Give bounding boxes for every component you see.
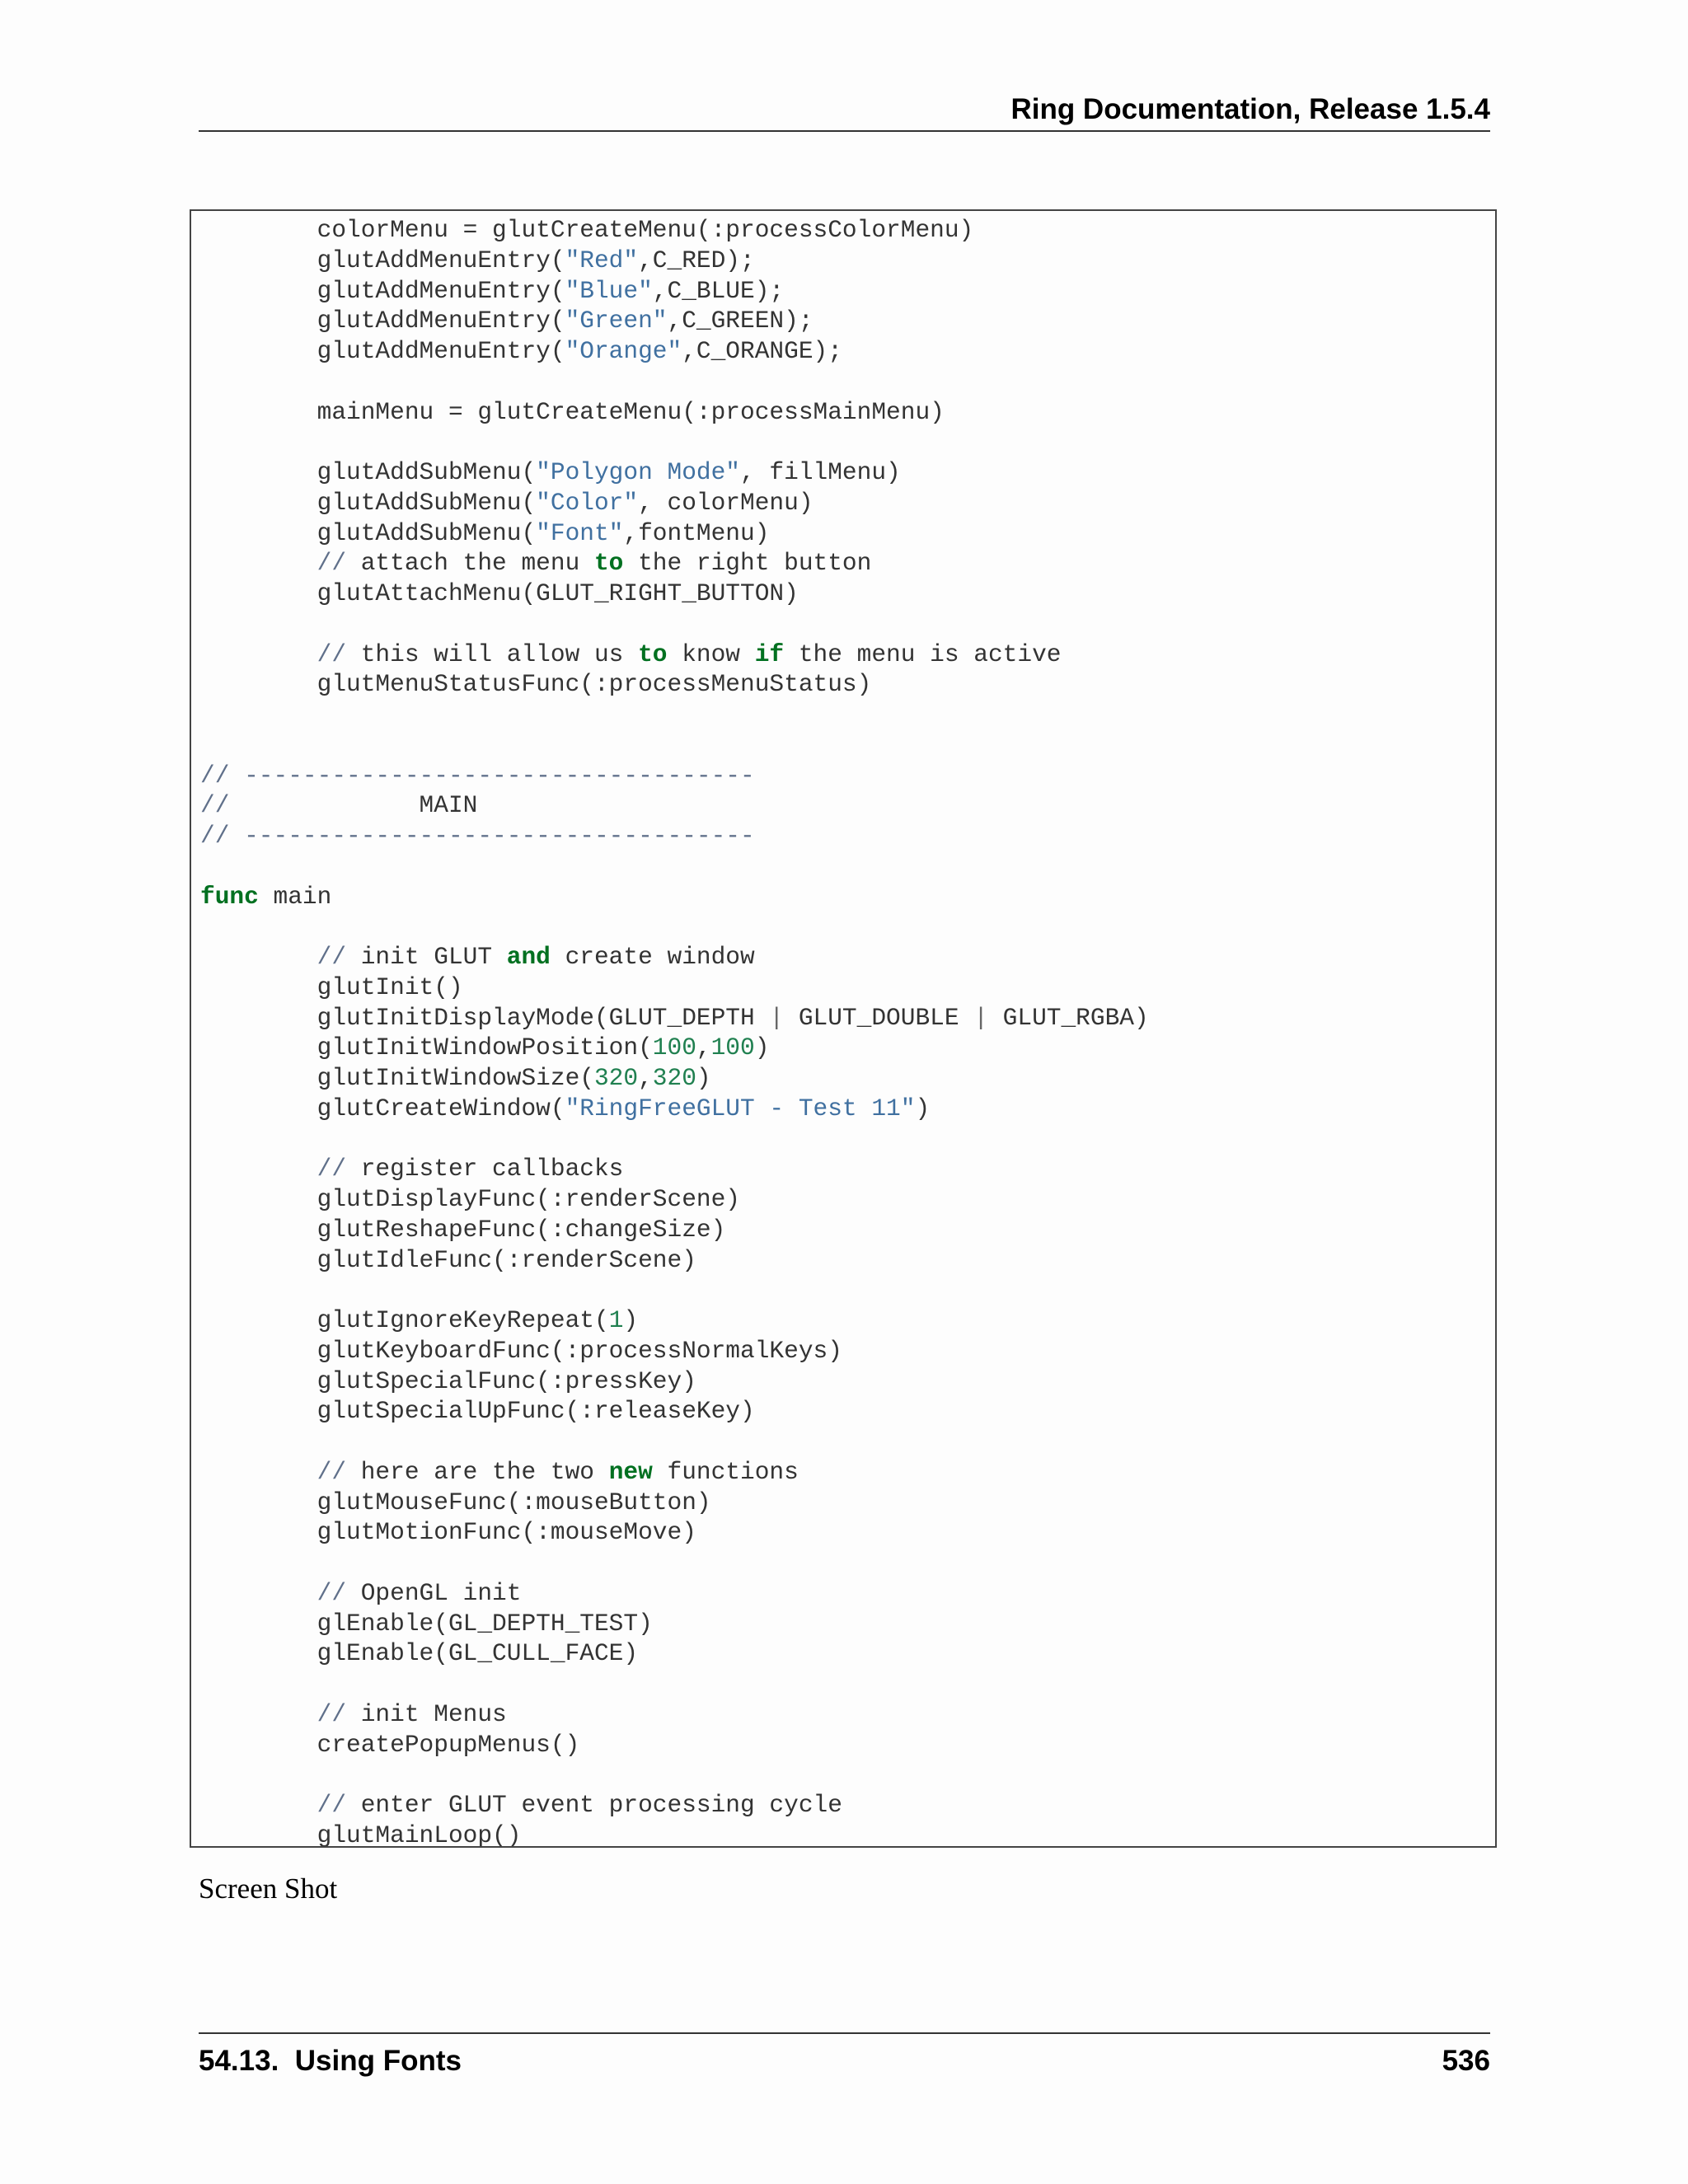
code-text: glutSpecialFunc(:pressKey) bbox=[200, 1366, 696, 1395]
code-text: enter GLUT event processing cycle bbox=[346, 1791, 842, 1819]
code-text: glutMouseFunc(:mouseButton) bbox=[200, 1488, 711, 1516]
code-comment: // bbox=[316, 1155, 347, 1183]
code-text: ,fontMenu) bbox=[623, 518, 770, 547]
document-title: Ring Documentation, Release 1.5.4 bbox=[1010, 93, 1490, 125]
code-number: 320 bbox=[593, 1064, 639, 1092]
code-text: glutMenuStatusFunc(:processMenuStatus) bbox=[200, 670, 872, 699]
code-text: glutAddMenuEntry( bbox=[200, 337, 565, 365]
code-text: ,C_GREEN); bbox=[667, 307, 814, 335]
code-comment: // bbox=[316, 1457, 347, 1486]
code-comment: // bbox=[316, 1578, 347, 1607]
code-text: glutAttachMenu(GLUT_RIGHT_BUTTON) bbox=[200, 579, 799, 607]
code-line bbox=[200, 1609, 1149, 1639]
code-line bbox=[200, 882, 1149, 912]
page-footer bbox=[199, 2032, 1490, 2083]
code-line bbox=[200, 336, 1149, 367]
code-line bbox=[200, 548, 1149, 579]
code-listing bbox=[200, 215, 1149, 1848]
code-keyword: to bbox=[593, 549, 624, 578]
code-line bbox=[200, 700, 1149, 730]
code-text bbox=[200, 1579, 317, 1607]
code-block bbox=[190, 209, 1497, 1848]
code-text: this will allow us bbox=[346, 640, 639, 668]
code-line bbox=[200, 851, 1149, 882]
code-text: glutKeyboardFunc(:processNormalKeys) bbox=[200, 1336, 842, 1365]
code-line bbox=[200, 1517, 1149, 1548]
code-text: ) bbox=[754, 1033, 770, 1062]
code-text: glEnable(GL_DEPTH_TEST) bbox=[200, 1609, 653, 1638]
code-line bbox=[200, 1336, 1149, 1366]
code-text: the menu is active bbox=[784, 640, 1062, 668]
code-text: GLUT_DOUBLE bbox=[784, 1003, 974, 1032]
code-line bbox=[200, 1396, 1149, 1427]
code-number: 320 bbox=[652, 1064, 696, 1092]
code-text: glEnable(GL_CULL_FACE) bbox=[200, 1639, 639, 1668]
code-line bbox=[200, 427, 1149, 457]
code-text bbox=[200, 549, 317, 577]
code-text: , colorMenu) bbox=[638, 488, 814, 517]
code-comment: // ----------------------------------- bbox=[200, 822, 755, 850]
code-text: glutMainLoop() bbox=[200, 1821, 522, 1848]
code-line bbox=[200, 1730, 1149, 1760]
code-keyword: if bbox=[754, 640, 785, 668]
code-text: , bbox=[638, 1064, 653, 1092]
code-text: create window bbox=[550, 943, 755, 971]
code-line bbox=[200, 821, 1149, 851]
code-line bbox=[200, 609, 1149, 640]
code-comment: // ----------------------------------- bbox=[200, 761, 755, 790]
code-string: "Red" bbox=[565, 246, 639, 274]
code-comment: // bbox=[316, 549, 347, 578]
code-text bbox=[200, 1155, 317, 1183]
code-text: OpenGL init bbox=[346, 1578, 522, 1607]
code-text: glutDisplayFunc(:renderScene) bbox=[200, 1185, 741, 1213]
code-text: functions bbox=[652, 1457, 799, 1486]
code-text: , bbox=[696, 1033, 711, 1062]
code-text: glutInitDisplayMode(GLUT_DEPTH bbox=[200, 1003, 770, 1032]
code-text: glutMotionFunc(:mouseMove) bbox=[200, 1518, 696, 1547]
code-text: glutAddMenuEntry( bbox=[200, 307, 565, 335]
code-line bbox=[200, 1548, 1149, 1578]
code-line bbox=[200, 942, 1149, 972]
code-text: glutInitWindowPosition( bbox=[200, 1033, 653, 1062]
code-line bbox=[200, 1154, 1149, 1184]
code-text: glutReshapeFunc(:changeSize) bbox=[200, 1215, 726, 1244]
code-text: glutAddSubMenu( bbox=[200, 488, 537, 517]
code-string: "RingFreeGLUT - Test 11" bbox=[565, 1094, 916, 1122]
code-line bbox=[200, 1457, 1149, 1488]
code-line bbox=[200, 215, 1149, 246]
code-text: glutIgnoreKeyRepeat( bbox=[200, 1306, 609, 1334]
code-line bbox=[200, 306, 1149, 336]
page-header bbox=[199, 89, 1490, 132]
code-text: colorMenu = glutCreateMenu(:processColorMenu) bbox=[200, 216, 974, 244]
code-text: glutAddMenuEntry( bbox=[200, 276, 565, 305]
code-line bbox=[200, 488, 1149, 518]
code-keyword: new bbox=[608, 1457, 653, 1486]
code-line bbox=[200, 518, 1149, 549]
code-number: 100 bbox=[652, 1033, 696, 1062]
code-text: init GLUT bbox=[346, 943, 507, 971]
code-comment: // bbox=[316, 1791, 347, 1819]
code-number: 100 bbox=[710, 1033, 755, 1062]
code-line bbox=[200, 1366, 1149, 1397]
code-line bbox=[200, 1638, 1149, 1669]
code-line bbox=[200, 1184, 1149, 1215]
code-line bbox=[200, 790, 1149, 821]
code-text: glutSpecialUpFunc(:releaseKey) bbox=[200, 1397, 755, 1426]
code-number: 1 bbox=[608, 1306, 624, 1334]
code-line bbox=[200, 1488, 1149, 1518]
code-text: glutIdleFunc(:renderScene) bbox=[200, 1245, 696, 1274]
code-text: register callbacks bbox=[346, 1155, 624, 1183]
code-keyword: and bbox=[506, 943, 551, 971]
code-text bbox=[200, 1791, 317, 1819]
code-operator: | bbox=[769, 1003, 785, 1032]
code-text: ,C_BLUE); bbox=[652, 276, 785, 305]
code-line bbox=[200, 457, 1149, 488]
code-text: ) bbox=[915, 1094, 931, 1122]
code-text: MAIN bbox=[229, 791, 478, 820]
code-text: glutCreateWindow( bbox=[200, 1094, 565, 1122]
code-line bbox=[200, 1063, 1149, 1094]
code-text: ) bbox=[623, 1306, 639, 1334]
code-line bbox=[200, 367, 1149, 397]
code-line bbox=[200, 579, 1149, 609]
code-text: init Menus bbox=[346, 1699, 507, 1728]
section-title: 54.13. Using Fonts bbox=[199, 2045, 462, 2077]
code-line bbox=[200, 1790, 1149, 1821]
code-text bbox=[200, 1458, 317, 1486]
code-text: ) bbox=[696, 1064, 711, 1092]
code-text: createPopupMenus() bbox=[200, 1730, 580, 1759]
code-text bbox=[200, 943, 317, 971]
code-comment: // bbox=[200, 791, 230, 820]
code-comment: // bbox=[316, 943, 347, 971]
code-line bbox=[200, 669, 1149, 700]
code-operator: | bbox=[973, 1003, 988, 1032]
page-number: 536 bbox=[1442, 2045, 1490, 2077]
code-string: "Font" bbox=[536, 518, 624, 547]
code-string: "Polygon Mode" bbox=[536, 458, 741, 486]
code-comment: // bbox=[316, 640, 347, 668]
code-line bbox=[200, 1427, 1149, 1457]
code-text: glutInitWindowSize( bbox=[200, 1064, 594, 1092]
code-line bbox=[200, 1033, 1149, 1063]
code-text: glutInit() bbox=[200, 972, 463, 1001]
code-string: "Orange" bbox=[565, 337, 682, 365]
code-text: glutAddSubMenu( bbox=[200, 458, 537, 486]
code-string: "Color" bbox=[536, 488, 639, 517]
code-line bbox=[200, 397, 1149, 428]
code-keyword: to bbox=[638, 640, 668, 668]
code-text: , fillMenu) bbox=[740, 458, 901, 486]
code-text: the right button bbox=[623, 549, 872, 578]
code-string: "Green" bbox=[565, 307, 668, 335]
code-line bbox=[200, 1760, 1149, 1790]
code-comment: // bbox=[316, 1699, 347, 1728]
code-text: GLUT_RGBA) bbox=[987, 1003, 1149, 1032]
code-line bbox=[200, 640, 1149, 670]
caption-screen-shot: Screen Shot bbox=[199, 1872, 338, 1905]
code-line bbox=[200, 912, 1149, 942]
code-line bbox=[200, 246, 1149, 276]
code-line bbox=[200, 1003, 1149, 1033]
code-text bbox=[200, 640, 317, 668]
code-line bbox=[200, 1215, 1149, 1245]
code-line bbox=[200, 1094, 1149, 1124]
code-line bbox=[200, 1669, 1149, 1699]
code-text: ,C_RED); bbox=[638, 246, 755, 274]
code-line bbox=[200, 972, 1149, 1003]
code-line bbox=[200, 1305, 1149, 1336]
code-string: "Blue" bbox=[565, 276, 653, 305]
code-text: attach the menu bbox=[346, 549, 594, 578]
code-text: here are the two bbox=[346, 1457, 609, 1486]
code-text: ,C_ORANGE); bbox=[682, 337, 842, 365]
code-text: main bbox=[258, 882, 332, 911]
code-line bbox=[200, 1578, 1149, 1609]
code-keyword: func bbox=[200, 882, 259, 911]
code-line bbox=[200, 730, 1149, 761]
code-text: know bbox=[667, 640, 755, 668]
code-text: glutAddSubMenu( bbox=[200, 518, 537, 547]
code-line bbox=[200, 1124, 1149, 1155]
code-line bbox=[200, 1275, 1149, 1305]
code-line bbox=[200, 1821, 1149, 1848]
code-text: glutAddMenuEntry( bbox=[200, 246, 565, 274]
code-line bbox=[200, 1699, 1149, 1730]
code-line bbox=[200, 276, 1149, 307]
code-text bbox=[200, 1700, 317, 1728]
code-text: mainMenu = glutCreateMenu(:processMainMenu) bbox=[200, 397, 945, 426]
code-line bbox=[200, 1245, 1149, 1276]
code-line bbox=[200, 761, 1149, 791]
